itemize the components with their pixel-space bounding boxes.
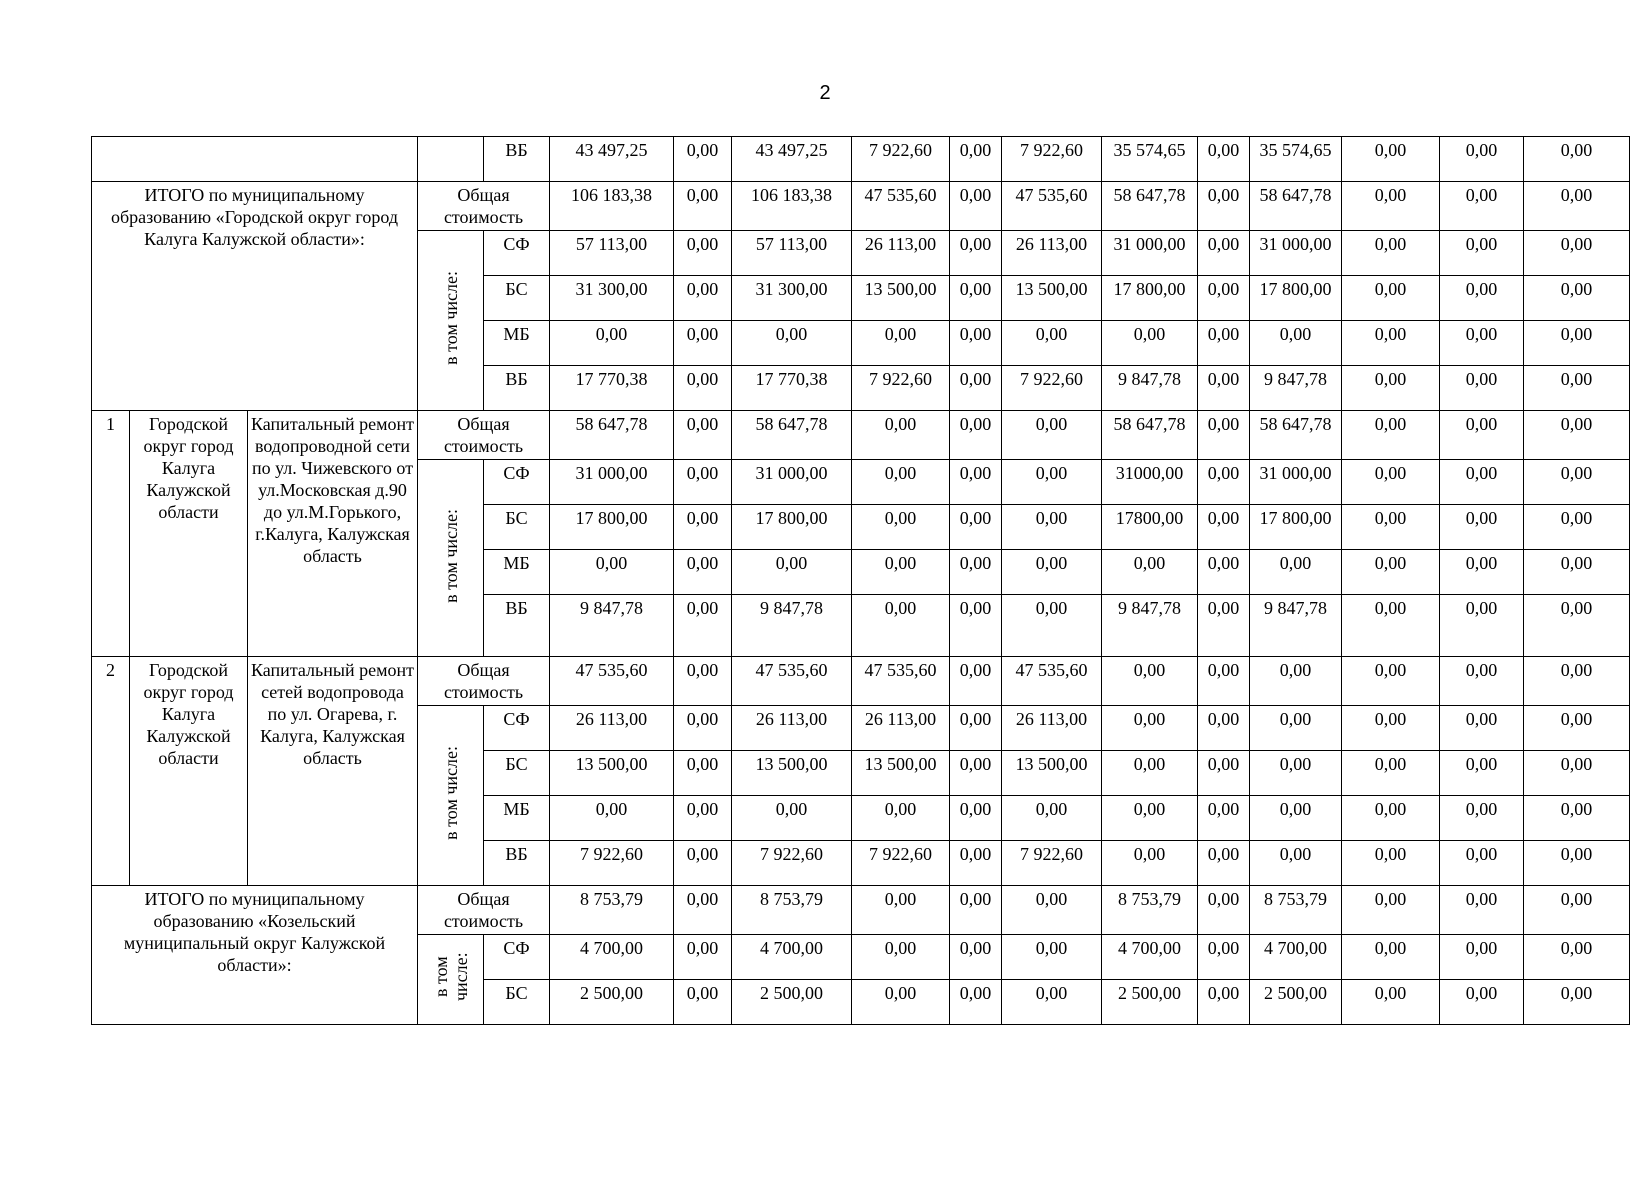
total-cost-label: Общая стоимость	[418, 886, 550, 935]
fund-code: СФ	[484, 231, 550, 276]
value-cell: 4 700,00	[550, 935, 674, 980]
value-cell: 0,00	[950, 751, 1002, 796]
value-cell: 0,00	[950, 935, 1002, 980]
value-cell: 57 113,00	[732, 231, 852, 276]
value-cell: 0,00	[1524, 550, 1630, 595]
value-cell: 0,00	[1002, 505, 1102, 550]
value-cell: 0,00	[1198, 886, 1250, 935]
value-cell: 0,00	[1250, 657, 1342, 706]
value-cell: 58 647,78	[1102, 411, 1198, 460]
value-cell: 47 535,60	[852, 657, 950, 706]
value-cell: 26 113,00	[852, 231, 950, 276]
value-cell: 0,00	[1198, 595, 1250, 657]
empty-cell	[418, 137, 484, 182]
value-cell: 2 500,00	[1250, 980, 1342, 1025]
value-cell: 0,00	[1524, 657, 1630, 706]
value-cell: 0,00	[950, 796, 1002, 841]
value-cell: 0,00	[1440, 276, 1524, 321]
value-cell: 43 497,25	[550, 137, 674, 182]
including-label: в том числе:	[440, 746, 461, 840]
value-cell: 0,00	[1440, 595, 1524, 657]
including-cell	[418, 706, 484, 886]
value-cell: 0,00	[1342, 366, 1440, 411]
value-cell: 7 922,60	[1002, 366, 1102, 411]
value-cell: 0,00	[1524, 706, 1630, 751]
value-cell: 47 535,60	[732, 657, 852, 706]
value-cell: 0,00	[1198, 460, 1250, 505]
value-cell: 0,00	[1102, 321, 1198, 366]
value-cell: 7 922,60	[1002, 841, 1102, 886]
value-cell: 0,00	[1198, 935, 1250, 980]
value-cell: 106 183,38	[550, 182, 674, 231]
value-cell: 0,00	[1440, 182, 1524, 231]
value-cell: 0,00	[950, 505, 1002, 550]
value-cell: 0,00	[950, 657, 1002, 706]
value-cell: 0,00	[1342, 231, 1440, 276]
value-cell: 47 535,60	[1002, 657, 1102, 706]
value-cell: 58 647,78	[1102, 182, 1198, 231]
value-cell: 0,00	[1198, 137, 1250, 182]
value-cell: 8 753,79	[1250, 886, 1342, 935]
value-cell: 0,00	[1440, 231, 1524, 276]
value-cell: 0,00	[674, 550, 732, 595]
value-cell: 0,00	[1002, 980, 1102, 1025]
fund-code: БС	[484, 505, 550, 550]
value-cell: 7 922,60	[852, 841, 950, 886]
value-cell: 0,00	[1342, 182, 1440, 231]
value-cell: 0,00	[1440, 796, 1524, 841]
value-cell: 0,00	[1440, 411, 1524, 460]
fund-code: ВБ	[484, 137, 550, 182]
value-cell: 0,00	[1250, 796, 1342, 841]
value-cell: 35 574,65	[1250, 137, 1342, 182]
value-cell: 0,00	[852, 935, 950, 980]
value-cell: 0,00	[674, 657, 732, 706]
value-cell: 0,00	[1524, 935, 1630, 980]
value-cell: 0,00	[1250, 841, 1342, 886]
value-cell: 17 770,38	[550, 366, 674, 411]
including-cell	[418, 935, 484, 1025]
value-cell: 0,00	[1440, 505, 1524, 550]
object-name: Капитальный ремонт водопроводной сети по ул. Чижевского от ул.Московская д.90 до ул.М.Горького, г.Калуга, Калужская область	[248, 411, 418, 657]
value-cell: 0,00	[852, 460, 950, 505]
value-cell: 0,00	[732, 321, 852, 366]
value-cell: 0,00	[1524, 276, 1630, 321]
value-cell: 0,00	[1524, 137, 1630, 182]
value-cell: 9 847,78	[1102, 366, 1198, 411]
value-cell: 0,00	[1102, 550, 1198, 595]
table-row	[92, 886, 1630, 935]
value-cell: 0,00	[1440, 706, 1524, 751]
value-cell: 0,00	[1250, 751, 1342, 796]
value-cell: 0,00	[1002, 550, 1102, 595]
value-cell: 0,00	[1342, 276, 1440, 321]
value-cell: 7 922,60	[1002, 137, 1102, 182]
value-cell: 0,00	[950, 841, 1002, 886]
value-cell: 0,00	[674, 505, 732, 550]
value-cell: 17 770,38	[732, 366, 852, 411]
value-cell: 17 800,00	[1250, 505, 1342, 550]
value-cell: 0,00	[674, 460, 732, 505]
value-cell: 0,00	[1198, 182, 1250, 231]
table-row	[92, 657, 1630, 706]
value-cell: 0,00	[852, 411, 950, 460]
value-cell: 0,00	[1198, 366, 1250, 411]
fund-code: ВБ	[484, 841, 550, 886]
value-cell: 0,00	[1524, 182, 1630, 231]
fund-code: ВБ	[484, 366, 550, 411]
value-cell: 13 500,00	[852, 276, 950, 321]
value-cell: 0,00	[1198, 276, 1250, 321]
total-cost-label: Общая стоимость	[418, 657, 550, 706]
value-cell: 31 000,00	[1250, 460, 1342, 505]
value-cell: 31 000,00	[550, 460, 674, 505]
value-cell: 0,00	[1440, 886, 1524, 935]
value-cell: 0,00	[1342, 550, 1440, 595]
value-cell: 31 000,00	[732, 460, 852, 505]
value-cell: 0,00	[852, 321, 950, 366]
value-cell: 0,00	[1198, 796, 1250, 841]
value-cell: 0,00	[1198, 751, 1250, 796]
value-cell: 0,00	[1102, 751, 1198, 796]
value-cell: 7 922,60	[852, 137, 950, 182]
value-cell: 0,00	[674, 796, 732, 841]
total-label: ИТОГО по муниципальному образованию «Козельский муниципальный округ Калужской области»:	[92, 886, 418, 1025]
value-cell: 26 113,00	[732, 706, 852, 751]
value-cell: 0,00	[1440, 321, 1524, 366]
value-cell: 0,00	[1342, 595, 1440, 657]
total-cost-label: Общая стоимость	[418, 411, 550, 460]
value-cell: 47 535,60	[550, 657, 674, 706]
value-cell: 0,00	[1002, 321, 1102, 366]
value-cell: 0,00	[852, 505, 950, 550]
value-cell: 0,00	[852, 886, 950, 935]
value-cell: 0,00	[1002, 460, 1102, 505]
value-cell: 0,00	[1002, 796, 1102, 841]
value-cell: 13 500,00	[852, 751, 950, 796]
including-cell	[418, 231, 484, 411]
fund-code: БС	[484, 980, 550, 1025]
value-cell: 0,00	[1342, 321, 1440, 366]
value-cell: 0,00	[1524, 460, 1630, 505]
value-cell: 0,00	[1198, 657, 1250, 706]
value-cell: 0,00	[950, 137, 1002, 182]
table-row	[92, 137, 1630, 182]
value-cell: 13 500,00	[1002, 751, 1102, 796]
value-cell: 0,00	[1198, 706, 1250, 751]
value-cell: 9 847,78	[1102, 595, 1198, 657]
value-cell: 0,00	[950, 550, 1002, 595]
value-cell: 0,00	[852, 595, 950, 657]
value-cell: 0,00	[1440, 366, 1524, 411]
fund-code: МБ	[484, 796, 550, 841]
value-cell: 26 113,00	[1002, 231, 1102, 276]
value-cell: 17 800,00	[1250, 276, 1342, 321]
table-body	[92, 137, 1630, 1025]
value-cell: 0,00	[1002, 935, 1102, 980]
value-cell: 58 647,78	[1250, 182, 1342, 231]
value-cell: 0,00	[1440, 935, 1524, 980]
value-cell: 8 753,79	[732, 886, 852, 935]
value-cell: 0,00	[1102, 706, 1198, 751]
value-cell: 31 300,00	[550, 276, 674, 321]
municipality-name: Городской округ город Калуга Калужской области	[130, 411, 248, 657]
value-cell: 31000,00	[1102, 460, 1198, 505]
value-cell: 0,00	[1524, 321, 1630, 366]
value-cell: 0,00	[1524, 841, 1630, 886]
value-cell: 0,00	[852, 980, 950, 1025]
value-cell: 0,00	[1342, 460, 1440, 505]
object-name: Капитальный ремонт сетей водопровода по ул. Огарева, г. Калуга, Калужская область	[248, 657, 418, 886]
value-cell: 2 500,00	[732, 980, 852, 1025]
value-cell: 0,00	[1342, 751, 1440, 796]
value-cell: 0,00	[1440, 137, 1524, 182]
value-cell: 0,00	[950, 182, 1002, 231]
value-cell: 26 113,00	[1002, 706, 1102, 751]
value-cell: 0,00	[674, 276, 732, 321]
table-row	[92, 411, 1630, 460]
value-cell: 26 113,00	[550, 706, 674, 751]
value-cell: 4 700,00	[1102, 935, 1198, 980]
value-cell: 26 113,00	[852, 706, 950, 751]
value-cell: 35 574,65	[1102, 137, 1198, 182]
value-cell: 0,00	[1102, 657, 1198, 706]
value-cell: 0,00	[674, 182, 732, 231]
value-cell: 0,00	[1250, 321, 1342, 366]
fund-code: МБ	[484, 550, 550, 595]
including-label: в том числе:	[440, 508, 461, 603]
fund-code: БС	[484, 751, 550, 796]
value-cell: 0,00	[1342, 796, 1440, 841]
value-cell: 0,00	[1524, 595, 1630, 657]
value-cell: 0,00	[950, 366, 1002, 411]
value-cell: 0,00	[1198, 411, 1250, 460]
value-cell: 0,00	[950, 321, 1002, 366]
fund-code: СФ	[484, 706, 550, 751]
value-cell: 0,00	[950, 231, 1002, 276]
empty-cell	[92, 137, 418, 182]
value-cell: 4 700,00	[732, 935, 852, 980]
value-cell: 0,00	[550, 321, 674, 366]
value-cell: 47 535,60	[852, 182, 950, 231]
value-cell: 0,00	[674, 886, 732, 935]
total-label: ИТОГО по муниципальному образованию «Городской округ город Калуга Калужской области»:	[92, 182, 418, 411]
fund-code: БС	[484, 276, 550, 321]
value-cell: 0,00	[1440, 841, 1524, 886]
fund-code: ВБ	[484, 595, 550, 657]
value-cell: 106 183,38	[732, 182, 852, 231]
value-cell: 9 847,78	[550, 595, 674, 657]
value-cell: 0,00	[1342, 841, 1440, 886]
value-cell: 0,00	[1198, 321, 1250, 366]
value-cell: 13 500,00	[732, 751, 852, 796]
page-number: 2	[819, 82, 831, 104]
value-cell: 9 847,78	[1250, 595, 1342, 657]
value-cell: 0,00	[1342, 137, 1440, 182]
value-cell: 0,00	[1198, 841, 1250, 886]
value-cell: 13 500,00	[550, 751, 674, 796]
value-cell: 7 922,60	[732, 841, 852, 886]
value-cell: 0,00	[674, 841, 732, 886]
value-cell: 0,00	[550, 550, 674, 595]
value-cell: 0,00	[1524, 505, 1630, 550]
value-cell: 0,00	[1342, 935, 1440, 980]
value-cell: 0,00	[1102, 841, 1198, 886]
value-cell: 0,00	[950, 980, 1002, 1025]
value-cell: 7 922,60	[550, 841, 674, 886]
value-cell: 0,00	[674, 321, 732, 366]
value-cell: 0,00	[1524, 886, 1630, 935]
including-cell	[418, 460, 484, 657]
value-cell: 0,00	[1198, 231, 1250, 276]
value-cell: 58 647,78	[1250, 411, 1342, 460]
value-cell: 0,00	[1440, 980, 1524, 1025]
fund-code: МБ	[484, 321, 550, 366]
value-cell: 0,00	[1342, 980, 1440, 1025]
value-cell: 0,00	[674, 366, 732, 411]
fund-code: СФ	[484, 935, 550, 980]
value-cell: 0,00	[1440, 657, 1524, 706]
value-cell: 7 922,60	[852, 366, 950, 411]
value-cell: 9 847,78	[1250, 366, 1342, 411]
value-cell: 0,00	[674, 411, 732, 460]
value-cell: 0,00	[1250, 550, 1342, 595]
value-cell: 0,00	[1342, 411, 1440, 460]
value-cell: 58 647,78	[732, 411, 852, 460]
value-cell: 17 800,00	[550, 505, 674, 550]
value-cell: 4 700,00	[1250, 935, 1342, 980]
value-cell: 0,00	[852, 550, 950, 595]
value-cell: 43 497,25	[732, 137, 852, 182]
value-cell: 47 535,60	[1002, 182, 1102, 231]
value-cell: 0,00	[1250, 706, 1342, 751]
value-cell: 8 753,79	[1102, 886, 1198, 935]
including-label: в том числе:	[440, 271, 461, 365]
value-cell: 0,00	[674, 706, 732, 751]
value-cell: 0,00	[1198, 505, 1250, 550]
row-number: 1	[92, 411, 130, 657]
value-cell: 0,00	[1342, 706, 1440, 751]
value-cell: 0,00	[1440, 550, 1524, 595]
value-cell: 0,00	[1524, 796, 1630, 841]
total-cost-label: Общая стоимость	[418, 182, 550, 231]
value-cell: 0,00	[950, 276, 1002, 321]
value-cell: 0,00	[1102, 796, 1198, 841]
value-cell: 0,00	[1342, 886, 1440, 935]
value-cell: 0,00	[852, 796, 950, 841]
value-cell: 0,00	[674, 980, 732, 1025]
value-cell: 0,00	[674, 751, 732, 796]
value-cell: 0,00	[1524, 411, 1630, 460]
value-cell: 0,00	[1524, 231, 1630, 276]
value-cell: 0,00	[1198, 980, 1250, 1025]
value-cell: 0,00	[674, 595, 732, 657]
value-cell: 31 000,00	[1250, 231, 1342, 276]
value-cell: 0,00	[1342, 657, 1440, 706]
value-cell: 8 753,79	[550, 886, 674, 935]
value-cell: 17 800,00	[1102, 276, 1198, 321]
value-cell: 9 847,78	[732, 595, 852, 657]
value-cell: 0,00	[1002, 886, 1102, 935]
value-cell: 57 113,00	[550, 231, 674, 276]
value-cell: 0,00	[674, 137, 732, 182]
value-cell: 0,00	[1342, 505, 1440, 550]
value-cell: 31 300,00	[732, 276, 852, 321]
value-cell: 0,00	[674, 935, 732, 980]
value-cell: 0,00	[1002, 595, 1102, 657]
row-number: 2	[92, 657, 130, 886]
value-cell: 17800,00	[1102, 505, 1198, 550]
municipality-name: Городской округ город Калуга Калужской области	[130, 657, 248, 886]
value-cell: 0,00	[950, 411, 1002, 460]
value-cell: 0,00	[1440, 460, 1524, 505]
table-row	[92, 182, 1630, 231]
value-cell: 0,00	[732, 796, 852, 841]
value-cell: 13 500,00	[1002, 276, 1102, 321]
value-cell: 0,00	[1524, 751, 1630, 796]
value-cell: 58 647,78	[550, 411, 674, 460]
value-cell: 2 500,00	[550, 980, 674, 1025]
fund-code: СФ	[484, 460, 550, 505]
value-cell: 0,00	[950, 886, 1002, 935]
value-cell: 0,00	[1440, 751, 1524, 796]
including-label: в том числе:	[430, 952, 471, 1002]
value-cell: 0,00	[950, 706, 1002, 751]
budget-table	[91, 136, 1630, 1025]
value-cell: 0,00	[674, 231, 732, 276]
value-cell: 0,00	[950, 460, 1002, 505]
value-cell: 0,00	[1198, 550, 1250, 595]
value-cell: 0,00	[1524, 980, 1630, 1025]
value-cell: 0,00	[732, 550, 852, 595]
value-cell: 0,00	[950, 595, 1002, 657]
value-cell: 0,00	[1524, 366, 1630, 411]
value-cell: 17 800,00	[732, 505, 852, 550]
value-cell: 2 500,00	[1102, 980, 1198, 1025]
value-cell: 0,00	[1002, 411, 1102, 460]
value-cell: 31 000,00	[1102, 231, 1198, 276]
value-cell: 0,00	[550, 796, 674, 841]
